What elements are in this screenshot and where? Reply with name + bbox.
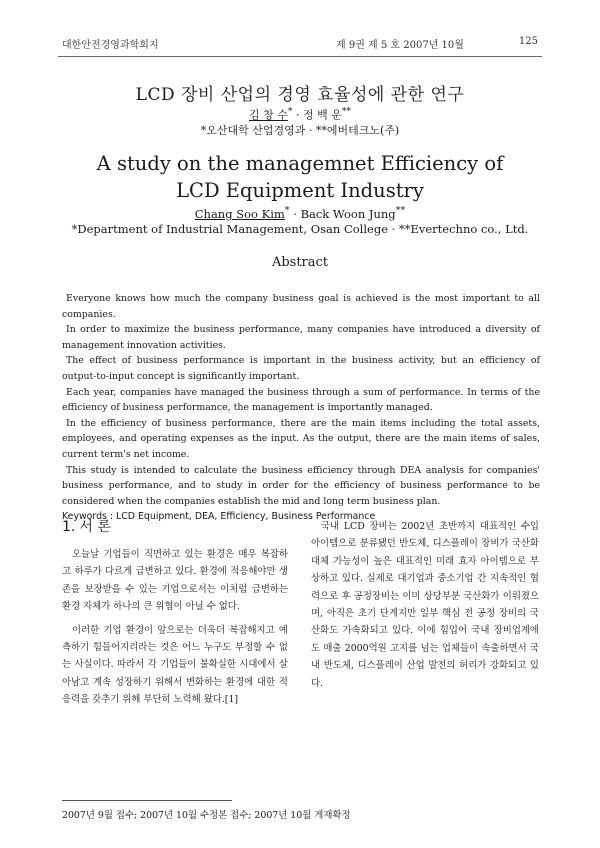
section-heading <box>62 518 288 536</box>
body-paragraph: 국내 LCD 장비는 2002년 초반까지 대표적인 수입 아이템으로 분류됐던 반도체, 디스플레이 장비가 국산화 대체 가능성이 높은 대표적인 미래 효자 아이템으로 부상하고 있다. 실제로 대기업과 중소기업 간 지속적인 협력으로 후 공정장비는 이미 상당부분 국산화가 이뤄졌으며, 아직은 초기 단계지만 일부 핵심 전 공정 장비의 국산화도 가속화되고 있다. 이에 힘입어 국내 장비업계에도 매출 2000억원 고지를 넘는 업체들이 속출하면서 국내 반도체, 디스플레이 산업 발전의 허리가 강화되고 있다. <box>311 521 539 689</box>
footnote-rule <box>62 800 232 801</box>
author2-en-mark: ** <box>395 205 406 216</box>
korean-title: LCD 장비 산업의 경영 효율성에 관한 연구 <box>135 85 465 105</box>
page-number: 125 <box>518 36 538 47</box>
right-column <box>311 518 539 692</box>
english-authors <box>0 205 600 221</box>
left-column <box>62 518 288 709</box>
keywords: Keywords : LCD Equipment, DEA, Efficiency, Business Performance <box>62 511 376 523</box>
english-title <box>0 150 600 204</box>
header-rule <box>58 56 542 57</box>
abstract-paragraph: The effect of business performance is important in the business activity, but an efficiency of output-to-input concept is significantly important. <box>62 355 540 382</box>
section-number: 1. <box>62 519 76 535</box>
journal-name: 대한안전경영과학회지 <box>62 40 159 51</box>
body-paragraph: 이러한 기업 환경이 앞으로는 더욱더 복잡해지고 예측하기 힘들어지리라는 것은 어느 누구도 부정할 수 없는 사실이다. 따라서 각 기업들이 불확실한 시대에서 살아남고 계속 성장하기 위해서 변화하는 환경에 대한 적응력을 갖추기 위해 부단히 노력해 왔다.[1] <box>62 624 288 706</box>
author1-en: Chang Soo Kim <box>194 206 285 221</box>
abstract-paragraph: In order to maximize the business performance, many companies have introduced a diversity of management innovation activities. <box>62 324 540 351</box>
korean-affiliation: *오산대학 산업경영과 · **에버테크노(주) <box>200 124 400 137</box>
author1-ko-mark: * <box>287 106 293 117</box>
issue-info: 제 9권 제 5 호 2007년 10월 <box>336 40 464 51</box>
submission-footnote: 2007년 9월 접수; 2007년 10월 수정본 접수; 2007년 10월 게재확정 <box>62 810 351 821</box>
abstract-heading: Abstract <box>271 255 329 270</box>
section-title: 서 론 <box>79 519 111 535</box>
abstract-paragraph: In the efficiency of business performance, there are the main items including the total assets, employees, and operating expenses as the input. As the output, there are the main items of sales, current term's net income. <box>62 417 540 460</box>
english-title-line1: A study on the managemnet Efficiency of <box>96 152 504 175</box>
author1-ko: 김 창 수 <box>249 108 288 122</box>
english-title-line2: LCD Equipment Industry <box>176 179 424 202</box>
abstract-body <box>62 291 540 525</box>
abstract-paragraph: Each year, companies have managed the business through a sum of performance. In terms of the efficiency of business performance, the management is importantly managed. <box>62 386 540 414</box>
author-separator-ko: · <box>292 108 303 122</box>
body-paragraph: 오늘날 기업들이 직면하고 있는 환경은 매우 복잡하고 하루가 다르게 급변하고 있다. 환경에 적응해야만 생존을 보장받을 수 있는 기업으로서는 이처럼 급변하는 환경 자체가 하나의 큰 위협이 아닐 수 없다. <box>62 549 288 613</box>
author-separator-en: · <box>289 206 301 221</box>
author1-en-mark: * <box>284 205 290 216</box>
korean-authors <box>0 106 600 123</box>
author2-ko: 정 백 운 <box>302 108 342 122</box>
author2-ko-mark: ** <box>341 106 351 117</box>
english-affiliation: *Department of Industrial Management, Osan College · **Evertechno co., Ltd. <box>71 222 529 236</box>
abstract-paragraph: Everyone knows how much the company business goal is achieved is the most important to all companies. <box>62 293 540 320</box>
abstract-paragraph: This study is intended to calculate the business efficiency through DEA analysis for companies' business performance, and to study in order for the efficiency of business performance to be considered when the companies establish the mid and long term business plan. <box>62 464 540 507</box>
author2-en: Back Woon Jung <box>300 206 396 221</box>
